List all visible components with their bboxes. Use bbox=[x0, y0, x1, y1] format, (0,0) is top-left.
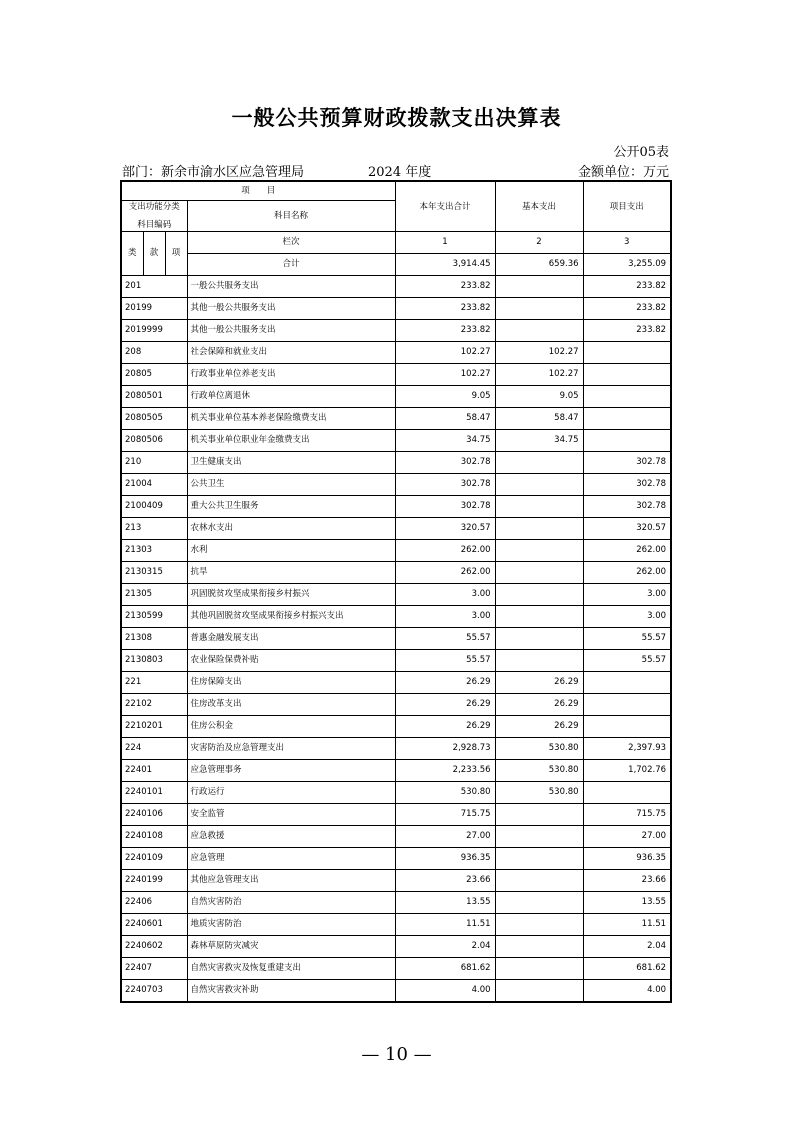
table-row bbox=[121, 386, 671, 408]
row-subject-name: 农林水支出 bbox=[187, 518, 395, 540]
row-project bbox=[583, 386, 671, 408]
row-subject-name: 公共卫生 bbox=[187, 474, 395, 496]
row-subject-name: 应急救援 bbox=[187, 826, 395, 848]
row-basic bbox=[495, 848, 583, 870]
row-code: 22401 bbox=[121, 760, 187, 782]
row-subject-name: 自然灾害救灾及恢复重建支出 bbox=[187, 958, 395, 980]
row-basic: 58.47 bbox=[495, 408, 583, 430]
row-basic: 9.05 bbox=[495, 386, 583, 408]
row-code: 2240199 bbox=[121, 870, 187, 892]
row-total: 27.00 bbox=[395, 826, 495, 848]
row-total: 34.75 bbox=[395, 430, 495, 452]
row-basic bbox=[495, 298, 583, 320]
row-project: 233.82 bbox=[583, 276, 671, 298]
table-row bbox=[121, 936, 671, 958]
row-project: 27.00 bbox=[583, 826, 671, 848]
row-total: 320.57 bbox=[395, 518, 495, 540]
row-total: 302.78 bbox=[395, 474, 495, 496]
row-code: 2240601 bbox=[121, 914, 187, 936]
row-subject-name: 普惠金融发展支出 bbox=[187, 628, 395, 650]
row-total: 302.78 bbox=[395, 452, 495, 474]
row-project: 2.04 bbox=[583, 936, 671, 958]
expenditure-table bbox=[120, 180, 672, 1003]
row-code: 2240109 bbox=[121, 848, 187, 870]
row-subject-name: 水利 bbox=[187, 540, 395, 562]
row-basic bbox=[495, 914, 583, 936]
row-subject-name: 住房保障支出 bbox=[187, 672, 395, 694]
row-subject-name: 安全监管 bbox=[187, 804, 395, 826]
row-project: 715.75 bbox=[583, 804, 671, 826]
row-code: 2240101 bbox=[121, 782, 187, 804]
row-project: 23.66 bbox=[583, 870, 671, 892]
row-total: 262.00 bbox=[395, 540, 495, 562]
row-code: 221 bbox=[121, 672, 187, 694]
row-code: 22406 bbox=[121, 892, 187, 914]
row-subject-name: 森林草原防灾减灾 bbox=[187, 936, 395, 958]
table-row bbox=[121, 342, 671, 364]
header-xiang: 项 bbox=[165, 232, 187, 276]
row-subject-name: 巩固脱贫攻坚成果衔接乡村振兴 bbox=[187, 584, 395, 606]
row-total: 2,233.56 bbox=[395, 760, 495, 782]
row-code: 201 bbox=[121, 276, 187, 298]
header-index-1: 1 bbox=[395, 232, 495, 254]
row-total: 26.29 bbox=[395, 672, 495, 694]
row-basic bbox=[495, 452, 583, 474]
row-total: 9.05 bbox=[395, 386, 495, 408]
row-subject-name: 地质灾害防治 bbox=[187, 914, 395, 936]
row-subject-name: 重大公共卫生服务 bbox=[187, 496, 395, 518]
row-total: 58.47 bbox=[395, 408, 495, 430]
table-row bbox=[121, 298, 671, 320]
table-row bbox=[121, 672, 671, 694]
header-project: 项 目 bbox=[121, 181, 395, 201]
table-row bbox=[121, 430, 671, 452]
row-subject-name: 机关事业单位基本养老保险缴费支出 bbox=[187, 408, 395, 430]
table-row bbox=[121, 738, 671, 760]
row-total: 102.27 bbox=[395, 364, 495, 386]
row-subject-name: 一般公共服务支出 bbox=[187, 276, 395, 298]
row-basic bbox=[495, 518, 583, 540]
row-total: 233.82 bbox=[395, 276, 495, 298]
row-basic bbox=[495, 562, 583, 584]
row-project: 233.82 bbox=[583, 320, 671, 342]
row-total: 23.66 bbox=[395, 870, 495, 892]
table-row bbox=[121, 628, 671, 650]
row-code: 208 bbox=[121, 342, 187, 364]
table-row bbox=[121, 540, 671, 562]
header-kuan: 款 bbox=[143, 232, 165, 276]
row-project: 262.00 bbox=[583, 540, 671, 562]
row-total: 26.29 bbox=[395, 716, 495, 738]
row-basic bbox=[495, 958, 583, 980]
header-lanci: 栏次 bbox=[187, 232, 395, 254]
row-total: 3.00 bbox=[395, 584, 495, 606]
row-total: 530.80 bbox=[395, 782, 495, 804]
row-subject-name: 应急管理 bbox=[187, 848, 395, 870]
table-row bbox=[121, 760, 671, 782]
table-row bbox=[121, 474, 671, 496]
row-code: 21004 bbox=[121, 474, 187, 496]
row-subject-name: 住房改革支出 bbox=[187, 694, 395, 716]
row-code: 2130599 bbox=[121, 606, 187, 628]
row-code: 213 bbox=[121, 518, 187, 540]
table-row bbox=[121, 562, 671, 584]
row-project: 681.62 bbox=[583, 958, 671, 980]
row-project: 262.00 bbox=[583, 562, 671, 584]
row-basic: 102.27 bbox=[495, 364, 583, 386]
unit-label: 金额单位：万元 bbox=[577, 165, 669, 180]
row-project: 302.78 bbox=[583, 496, 671, 518]
table-row bbox=[121, 408, 671, 430]
row-project bbox=[583, 694, 671, 716]
table-row bbox=[121, 870, 671, 892]
form-number: 公开05表 bbox=[613, 145, 669, 160]
header-func-code-line2: 科目编码 bbox=[137, 220, 172, 230]
header-col-total: 本年支出合计 bbox=[395, 181, 495, 232]
row-total: 3.00 bbox=[395, 606, 495, 628]
row-project: 4.00 bbox=[583, 980, 671, 1003]
row-project: 233.82 bbox=[583, 298, 671, 320]
table-row bbox=[121, 606, 671, 628]
row-subject-name: 机关事业单位职业年金缴费支出 bbox=[187, 430, 395, 452]
row-project: 55.57 bbox=[583, 628, 671, 650]
row-basic bbox=[495, 584, 583, 606]
row-code: 20199 bbox=[121, 298, 187, 320]
row-code: 2240602 bbox=[121, 936, 187, 958]
row-subject-name: 住房公积金 bbox=[187, 716, 395, 738]
table-row bbox=[121, 276, 671, 298]
table-row bbox=[121, 804, 671, 826]
total-project: 3,255.09 bbox=[583, 254, 671, 276]
total-basic: 659.36 bbox=[495, 254, 583, 276]
table-row bbox=[121, 892, 671, 914]
row-subject-name: 行政事业单位养老支出 bbox=[187, 364, 395, 386]
table-row bbox=[121, 518, 671, 540]
row-project: 3.00 bbox=[583, 606, 671, 628]
row-total: 936.35 bbox=[395, 848, 495, 870]
row-project: 2,397.93 bbox=[583, 738, 671, 760]
row-total: 681.62 bbox=[395, 958, 495, 980]
row-basic: 34.75 bbox=[495, 430, 583, 452]
row-project bbox=[583, 364, 671, 386]
row-code: 2080506 bbox=[121, 430, 187, 452]
header-lei: 类 bbox=[121, 232, 143, 276]
row-code: 21308 bbox=[121, 628, 187, 650]
row-total: 55.57 bbox=[395, 628, 495, 650]
table-row bbox=[121, 584, 671, 606]
row-total: 4.00 bbox=[395, 980, 495, 1003]
row-code: 2240108 bbox=[121, 826, 187, 848]
row-subject-name: 其他一般公共服务支出 bbox=[187, 320, 395, 342]
row-basic bbox=[495, 870, 583, 892]
row-project bbox=[583, 342, 671, 364]
header-index-2: 2 bbox=[495, 232, 583, 254]
row-subject-name: 其他巩固脱贫攻坚成果衔接乡村振兴支出 bbox=[187, 606, 395, 628]
row-basic bbox=[495, 276, 583, 298]
table-row bbox=[121, 650, 671, 672]
row-basic bbox=[495, 936, 583, 958]
row-project: 302.78 bbox=[583, 474, 671, 496]
row-subject-name: 抗旱 bbox=[187, 562, 395, 584]
page-title: 一般公共预算财政拨款支出决算表 bbox=[231, 105, 562, 130]
table-row bbox=[121, 694, 671, 716]
department-label: 部门：新余市渝水区应急管理局 bbox=[122, 165, 305, 180]
row-code: 21303 bbox=[121, 540, 187, 562]
row-basic bbox=[495, 628, 583, 650]
row-project bbox=[583, 430, 671, 452]
row-total: 302.78 bbox=[395, 496, 495, 518]
page-number: — 10 — bbox=[361, 1044, 432, 1065]
row-basic: 530.80 bbox=[495, 760, 583, 782]
row-basic: 530.80 bbox=[495, 782, 583, 804]
table-row bbox=[121, 452, 671, 474]
row-total: 102.27 bbox=[395, 342, 495, 364]
table-row bbox=[121, 716, 671, 738]
row-project: 11.51 bbox=[583, 914, 671, 936]
row-project bbox=[583, 408, 671, 430]
row-code: 2240106 bbox=[121, 804, 187, 826]
row-code: 22102 bbox=[121, 694, 187, 716]
row-basic: 530.80 bbox=[495, 738, 583, 760]
header-col-basic: 基本支出 bbox=[495, 181, 583, 232]
row-subject-name: 自然灾害救灾补助 bbox=[187, 980, 395, 1003]
row-code: 2130803 bbox=[121, 650, 187, 672]
row-code: 21305 bbox=[121, 584, 187, 606]
total-all: 3,914.45 bbox=[395, 254, 495, 276]
total-label: 合计 bbox=[187, 254, 395, 276]
table-row bbox=[121, 782, 671, 804]
header-func-code bbox=[121, 201, 187, 232]
table-row bbox=[121, 958, 671, 980]
table-row bbox=[121, 848, 671, 870]
row-subject-name: 卫生健康支出 bbox=[187, 452, 395, 474]
row-code: 20805 bbox=[121, 364, 187, 386]
year-label: 2024 年度 bbox=[368, 165, 432, 180]
row-basic bbox=[495, 474, 583, 496]
row-basic: 102.27 bbox=[495, 342, 583, 364]
row-project: 3.00 bbox=[583, 584, 671, 606]
row-code: 2080501 bbox=[121, 386, 187, 408]
row-basic: 26.29 bbox=[495, 694, 583, 716]
header-col-project: 项目支出 bbox=[583, 181, 671, 232]
row-code: 2240703 bbox=[121, 980, 187, 1003]
header-subject-name: 科目名称 bbox=[187, 201, 395, 232]
row-code: 210 bbox=[121, 452, 187, 474]
row-basic: 26.29 bbox=[495, 672, 583, 694]
row-project: 1,702.76 bbox=[583, 760, 671, 782]
row-basic bbox=[495, 892, 583, 914]
table-row bbox=[121, 826, 671, 848]
row-subject-name: 行政运行 bbox=[187, 782, 395, 804]
row-code: 22407 bbox=[121, 958, 187, 980]
row-total: 715.75 bbox=[395, 804, 495, 826]
row-total: 233.82 bbox=[395, 320, 495, 342]
row-basic bbox=[495, 804, 583, 826]
table-row bbox=[121, 364, 671, 386]
row-subject-name: 行政单位离退休 bbox=[187, 386, 395, 408]
row-basic bbox=[495, 980, 583, 1003]
row-project bbox=[583, 672, 671, 694]
row-code: 2210201 bbox=[121, 716, 187, 738]
row-basic bbox=[495, 320, 583, 342]
row-subject-name: 其他应急管理支出 bbox=[187, 870, 395, 892]
row-code: 2100409 bbox=[121, 496, 187, 518]
header-index-3: 3 bbox=[583, 232, 671, 254]
row-subject-name: 农业保险保费补贴 bbox=[187, 650, 395, 672]
header-func-code-line1: 支出功能分类 bbox=[128, 202, 180, 212]
row-code: 2130315 bbox=[121, 562, 187, 584]
row-project: 302.78 bbox=[583, 452, 671, 474]
row-project: 320.57 bbox=[583, 518, 671, 540]
table-row bbox=[121, 980, 671, 1003]
row-project: 55.57 bbox=[583, 650, 671, 672]
row-total: 26.29 bbox=[395, 694, 495, 716]
row-code: 224 bbox=[121, 738, 187, 760]
row-basic bbox=[495, 650, 583, 672]
row-project bbox=[583, 716, 671, 738]
row-total: 55.57 bbox=[395, 650, 495, 672]
row-subject-name: 自然灾害防治 bbox=[187, 892, 395, 914]
row-subject-name: 灾害防治及应急管理支出 bbox=[187, 738, 395, 760]
row-basic bbox=[495, 496, 583, 518]
row-total: 2,928.73 bbox=[395, 738, 495, 760]
row-project bbox=[583, 782, 671, 804]
row-basic bbox=[495, 540, 583, 562]
table-row bbox=[121, 320, 671, 342]
row-basic bbox=[495, 606, 583, 628]
row-total: 262.00 bbox=[395, 562, 495, 584]
row-subject-name: 其他一般公共服务支出 bbox=[187, 298, 395, 320]
row-basic: 26.29 bbox=[495, 716, 583, 738]
row-total: 11.51 bbox=[395, 914, 495, 936]
row-subject-name: 应急管理事务 bbox=[187, 760, 395, 782]
row-code: 2019999 bbox=[121, 320, 187, 342]
row-total: 2.04 bbox=[395, 936, 495, 958]
row-project: 936.35 bbox=[583, 848, 671, 870]
table-row bbox=[121, 914, 671, 936]
row-basic bbox=[495, 826, 583, 848]
row-code: 2080505 bbox=[121, 408, 187, 430]
row-total: 233.82 bbox=[395, 298, 495, 320]
row-project: 13.55 bbox=[583, 892, 671, 914]
row-subject-name: 社会保障和就业支出 bbox=[187, 342, 395, 364]
table-row bbox=[121, 496, 671, 518]
row-total: 13.55 bbox=[395, 892, 495, 914]
